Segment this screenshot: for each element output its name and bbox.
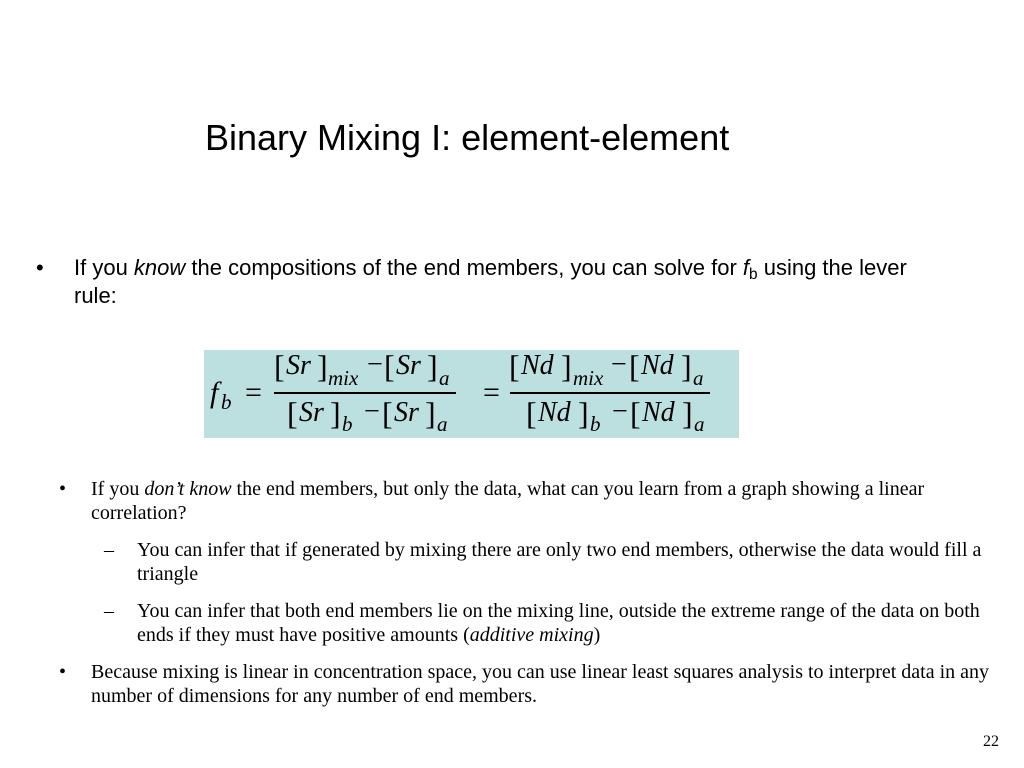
bracket-close: ]	[681, 348, 692, 384]
formula-nd: Nd	[641, 350, 674, 381]
bullet-prefix: If you	[74, 255, 134, 280]
fraction-bar	[510, 392, 710, 394]
bracket-open: [	[287, 395, 298, 431]
lever-rule-formula	[204, 350, 739, 438]
formula-nd: Nd	[521, 350, 554, 381]
formula-sr: Sr	[299, 397, 324, 428]
bullet-prefix: If you	[91, 478, 145, 500]
bracket-open: [	[526, 395, 537, 431]
formula-f-subscript: b	[221, 390, 232, 414]
sub-bullet-marker: –	[104, 600, 114, 622]
minus-sign: −	[611, 349, 627, 380]
bracket-close: ]	[425, 395, 436, 431]
formula-equals-1: =	[245, 376, 262, 409]
page-number: 22	[983, 733, 999, 750]
formula-equals-2: =	[483, 376, 500, 409]
variable-f: f	[742, 255, 750, 280]
formula-sr: Sr	[394, 397, 419, 428]
sub-bullet-mixing-line	[104, 599, 987, 647]
bullet-text-b: using the lever rule:	[74, 255, 907, 308]
subscript-mix: mix	[328, 366, 359, 390]
bullet-know	[36, 254, 954, 310]
subscript-mix: mix	[573, 366, 604, 390]
bullet-least-squares	[59, 660, 1011, 708]
bracket-close: ]	[682, 395, 693, 431]
minus-sign: −	[367, 349, 383, 380]
bullet-text: Because mixing is linear in concentration space, you can use linear least squares analysis to interpret data in any number of dimensions for any number of end members.	[91, 661, 990, 707]
formula-nd: Nd	[538, 397, 571, 428]
sub-bullet-emph: additive mixing	[469, 624, 594, 646]
minus-sign: −	[612, 396, 628, 427]
formula-f: f	[210, 376, 219, 409]
fraction-bar	[274, 392, 456, 394]
bullet-marker: •	[59, 661, 67, 683]
bracket-open: [	[509, 348, 520, 384]
bullet-emph: know	[133, 255, 186, 280]
bullet-emph: don’t know	[144, 478, 232, 500]
bullet-marker: •	[36, 255, 44, 280]
sub-bullet-text: You can infer that both end members lie on the mixing line, outside the extreme range of the data on both ends if they must have positive amounts (	[137, 600, 980, 646]
bracket-open: [	[630, 395, 641, 431]
bracket-open: [	[382, 395, 393, 431]
formula-nd: Nd	[642, 397, 675, 428]
sub-bullet-marker: –	[104, 539, 114, 561]
bracket-close: ]	[330, 395, 341, 431]
bracket-open: [	[629, 348, 640, 384]
bullet-dont-know	[59, 477, 991, 525]
bracket-close: ]	[427, 348, 438, 384]
subscript-a: a	[694, 412, 705, 436]
formula-sr: Sr	[286, 350, 311, 381]
minus-sign: −	[364, 396, 380, 427]
slide-title: Binary Mixing I: element-element	[205, 117, 730, 158]
bracket-open: [	[274, 348, 285, 384]
subscript-b: b	[590, 412, 601, 436]
bracket-open: [	[384, 348, 395, 384]
bullet-text: the end members, but only the data, what can you learn from a graph showing a linear correlation?	[91, 478, 925, 524]
sub-bullet-text: You can infer that if generated by mixing there are only two end members, otherwise the data would fill a triangle	[137, 539, 982, 585]
bracket-close: ]	[578, 395, 589, 431]
bracket-close: ]	[561, 348, 572, 384]
subscript-a: a	[437, 412, 448, 436]
bullet-text-a: the compositions of the end members, you can solve for	[185, 255, 743, 280]
variable-f-subscript: b	[749, 265, 758, 283]
bullet-marker: •	[59, 478, 67, 500]
bracket-close: ]	[317, 348, 328, 384]
subscript-b: b	[342, 412, 353, 436]
sub-bullet-suffix: )	[593, 624, 601, 646]
subscript-a: a	[439, 366, 450, 390]
subscript-a: a	[693, 366, 704, 390]
sub-bullet-two-end-members	[104, 538, 1012, 586]
formula-sr: Sr	[396, 350, 421, 381]
